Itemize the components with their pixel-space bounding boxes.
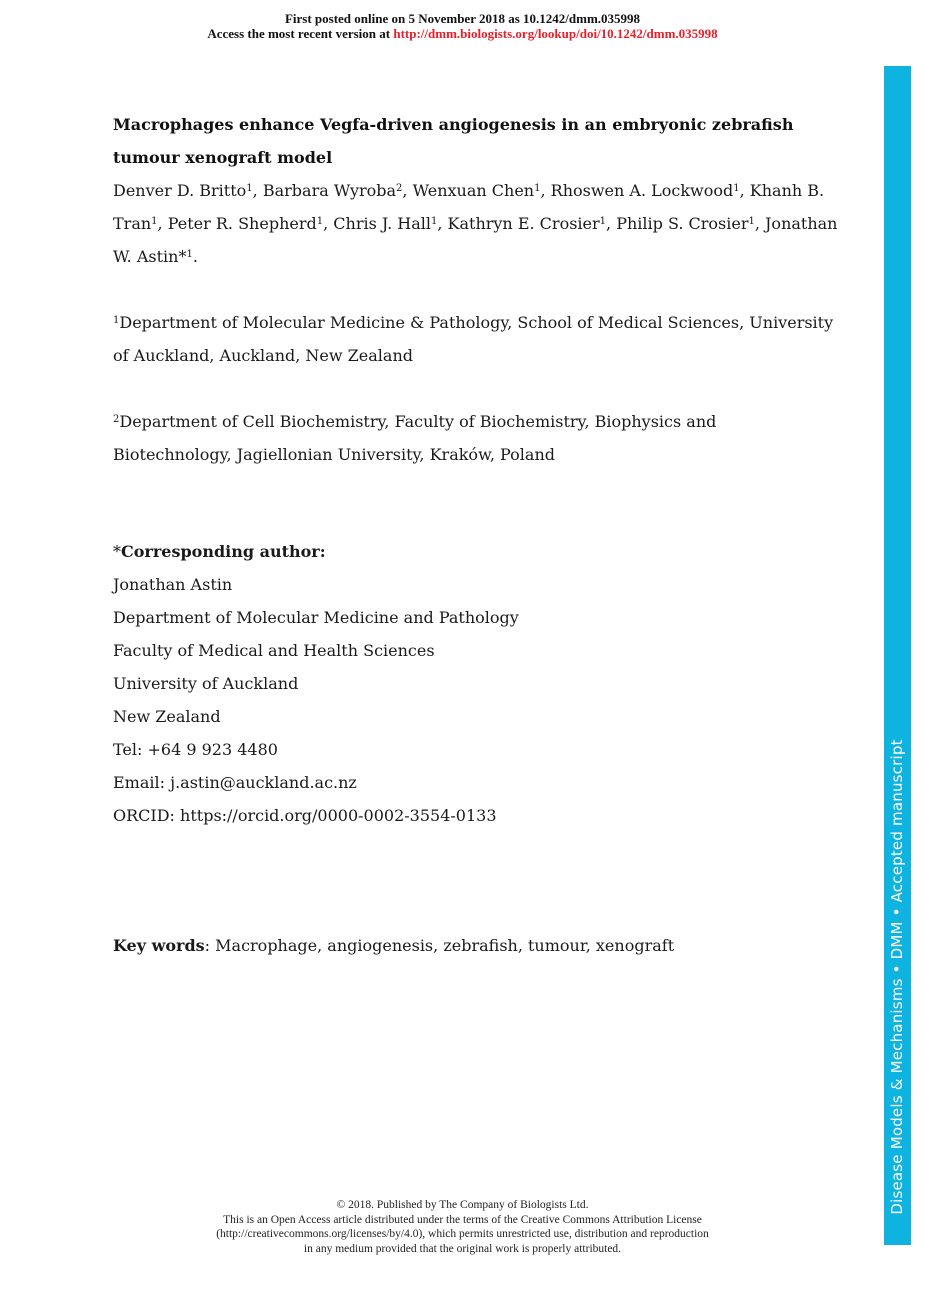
author-name-part: Khanh B. [749, 181, 825, 200]
article-front-matter [113, 108, 838, 471]
title-line-1: Macrophages enhance Vegfa-driven angiogenesis in an embryonic zebrafish [113, 115, 794, 134]
author-line-2: Tran$^1$, Peter R. Shepherd$^1$, Chris J. Hall$^1$, Kathryn E. Crosier$^1$, Philip S. Crosier$^1$, Jonathan [113, 214, 838, 233]
title-line-2: tumour xenograft model [113, 148, 333, 167]
corresponding-country: New Zealand [113, 707, 221, 726]
author-name: Wenxuan Chen [412, 181, 535, 200]
author-name: Rhoswen A. Lockwood [550, 181, 734, 200]
license-line: (http://creativecommons.org/licenses/by/4.0), which permits unrestricted use, distribution and reproduction [216, 1228, 709, 1240]
affiliation-text: Department of Cell Biochemistry, Faculty of Biochemistry, Biophysics and [119, 412, 717, 431]
author-name-part: Tran [113, 214, 152, 233]
author-affiliation-mark: 1 [733, 183, 740, 194]
article-title [113, 108, 813, 174]
author-affiliation-mark: 1 [186, 249, 193, 260]
author-affiliation-mark: 1 [316, 216, 324, 227]
author-line-1: Denver D. Britto$^1$, Barbara Wyroba$^2$, Wenxuan Chen$^1$, Rhoswen A. Lockwood$^1$, Khanh B. [113, 181, 825, 200]
affiliation-number: 2 [113, 414, 120, 425]
posted-online-notice: First posted online on 5 November 2018 as 10.1242/dmm.035998 [284, 11, 641, 26]
author-name: Kathryn E. Crosier [447, 214, 600, 233]
access-notice [0, 26, 925, 41]
author-affiliation-mark: 1 [246, 183, 253, 194]
access-prefix: Access the most recent version at [207, 26, 394, 41]
author-name: Peter R. Shepherd [167, 214, 317, 233]
author-affiliation-mark: 1 [534, 183, 541, 194]
affiliation-text: of Auckland, Auckland, New Zealand [113, 346, 413, 365]
affiliation-text: Department of Molecular Medicine & Pathology, School of Medical Sciences, University [119, 313, 834, 332]
author-affiliation-mark: 1 [748, 216, 755, 227]
author-affiliation-mark: 1 [151, 216, 158, 227]
corresponding-email[interactable]: Email: j.astin@auckland.ac.nz [113, 773, 357, 792]
author-name: Denver D. Britto [113, 181, 247, 200]
affiliation-2 [113, 405, 813, 471]
corresponding-name: Jonathan Astin [113, 575, 233, 594]
corresponding-faculty: Faculty of Medical and Health Sciences [113, 641, 435, 660]
author-name: Barbara Wyroba [262, 181, 397, 200]
keywords-label: Key words [113, 936, 205, 955]
author-list [113, 174, 838, 273]
license-line: in any medium provided that the original work is properly attributed. [303, 1242, 622, 1255]
author-line-3: W. Astin*$^1$. [113, 247, 198, 266]
author-affiliation-mark: 2 [396, 183, 403, 194]
author-name-part: W. Astin* [113, 247, 187, 266]
corresponding-orcid[interactable]: ORCID: https://orcid.org/0000-0002-3554-0133 [113, 806, 497, 825]
author-name: Chris J. Hall [333, 214, 431, 233]
author-affiliation-mark: 1 [430, 216, 438, 227]
affiliation-1 [113, 306, 834, 372]
author-affiliation-mark: 1 [599, 216, 607, 227]
doi-link[interactable]: http://dmm.biologists.org/lookup/doi/10.1242/dmm.035998 [393, 26, 718, 41]
journal-sidebar-label: Disease Models & Mechanisms • DMM • Accepted manuscript [888, 739, 906, 1215]
author-name-part: Jonathan [765, 214, 838, 233]
corresponding-author-block [113, 535, 519, 832]
corresponding-heading: *Corresponding author: [113, 542, 326, 561]
copyright-line: © 2018. Published by The Company of Biologists Ltd. [336, 1199, 589, 1211]
keywords [113, 929, 674, 962]
corresponding-department: Department of Molecular Medicine and Pathology [113, 608, 519, 627]
affiliation-text: Biotechnology, Jagiellonian University, Kraków, Poland [113, 445, 555, 464]
author-name: Philip S. Crosier [616, 214, 749, 233]
keywords-text: : Macrophage, angiogenesis, zebrafish, tumour, xenograft [204, 936, 675, 955]
affiliation-number: 1 [113, 315, 120, 326]
license-footer [0, 1198, 925, 1256]
corresponding-university: University of Auckland [113, 674, 299, 693]
license-line: This is an Open Access article distributed under the terms of the Creative Commons Attribution License [223, 1213, 702, 1226]
corresponding-tel: Tel: +64 9 923 4480 [113, 740, 278, 759]
page-header [0, 11, 925, 41]
